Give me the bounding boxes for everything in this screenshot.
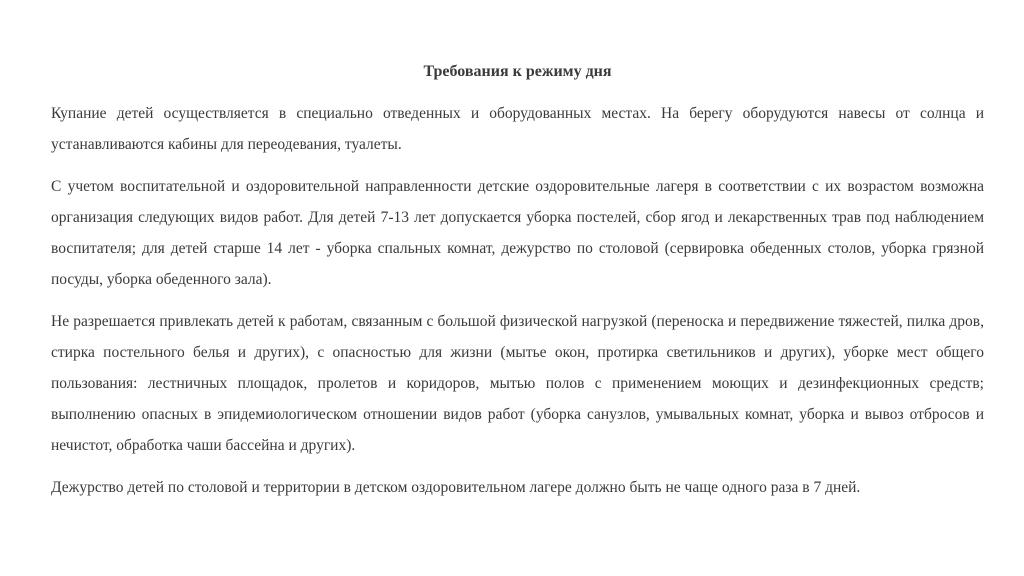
paragraph-allowed-work: С учетом воспитательной и оздоровительной направленности детские оздоровительные лагеря в соответствии с их возрастом возможна организация следующих видов работ. Для детей 7-13 лет допускается уборка постелей, сбор ягод и лекарственных трав под наблюдением воспитателя; для детей старше 14 лет - уборка спальных комнат, дежурство по столовой (сервировка обеденных столов, уборка грязной посуды, уборка обеденного зала). xyxy=(51,178,984,288)
document-page xyxy=(51,58,984,514)
paragraph-prohibited-work: Не разрешается привлекать детей к работам, связанным с большой физической нагрузкой (переноска и передвижение тяжестей, пилка дров, стирка постельного белья и других), с опасностью для жизни (мытье окон, протирка светильников и других), уборке мест общего пользования: лестничных площадок, пролетов и коридоров, мытью полов с применением моющих и дезинфекционных средств; выполнению опасных в эпидемиологическом отношении видов работ (уборка санузлов, умывальных комнат, уборка и вывоз отбросов и нечистот, обработка чаши бассейна и других). xyxy=(51,313,984,454)
page-title: Требования к режиму дня xyxy=(423,63,612,80)
paragraph-duty-frequency: Дежурство детей по столовой и территории в детском оздоровительном лагере должно быть не чаще одного раза в 7 дней. xyxy=(51,479,861,496)
paragraph-bathing: Купание детей осуществляется в специально отведенных и оборудованных местах. На берегу оборудуются навесы от солнца и устанавливаются кабины для переодевания, туалеты. xyxy=(51,105,984,153)
